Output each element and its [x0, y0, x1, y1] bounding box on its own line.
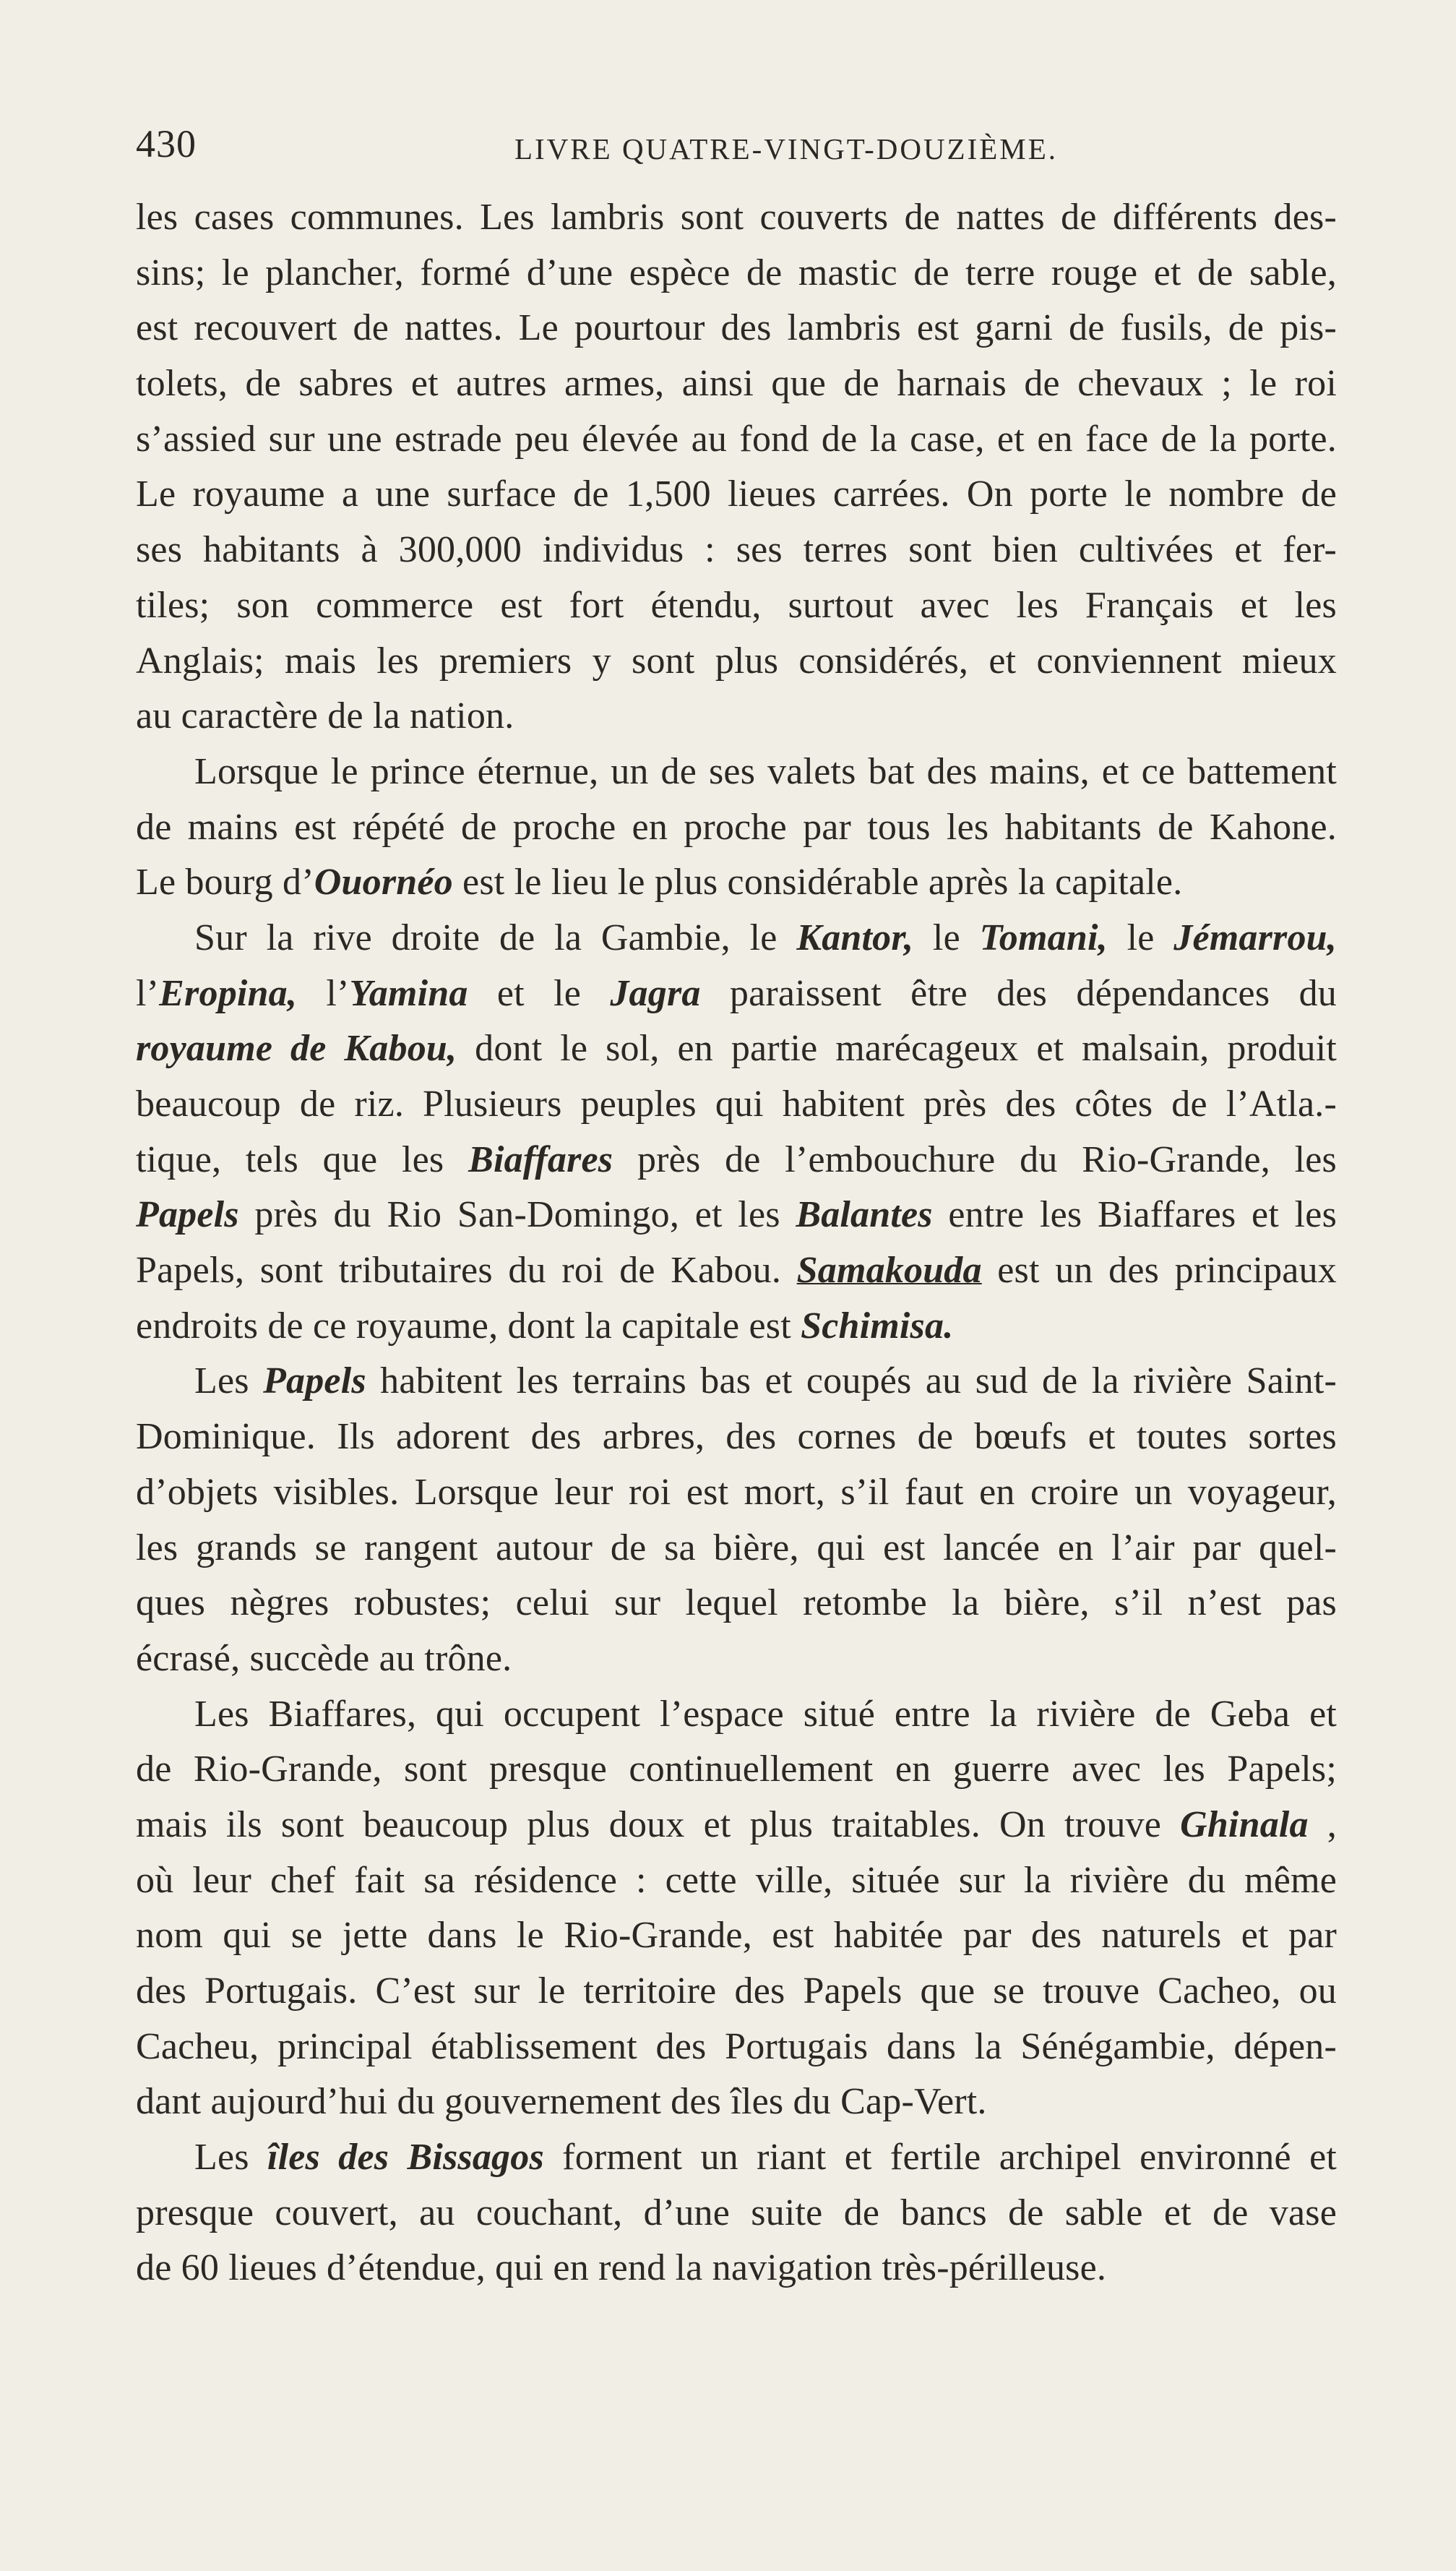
text-line: [136, 1133, 1337, 1188]
text-run: près de l’embouchure du Rio-Grande, les: [613, 1138, 1337, 1180]
text-line: au caractère de la nation.: [136, 695, 514, 737]
text-line: Lorsque le prince éternue, un de ses valets bat des mains, et ce battement: [194, 750, 1337, 792]
text-run: et le: [468, 972, 611, 1014]
body-text: [136, 190, 1337, 2296]
text-run: Sur la rive droite de la Gambie, le: [194, 917, 797, 958]
place-name: Kantor,: [796, 917, 914, 958]
text-line: est recouvert de nattes. Le pourtour des lambris est garni de fusils, de pis-: [136, 307, 1337, 349]
text-line: Anglais; mais les premiers y sont plus considérés, et conviennent mieux: [136, 640, 1337, 682]
text-line: Le royaume a une surface de 1,500 lieues carrées. On porte le nombre de: [136, 473, 1337, 515]
text-line: Les Biaffares, qui occupent l’espace situé entre la rivière de Geba et: [194, 1693, 1337, 1735]
text-line: sins; le plancher, formé d’une espèce de mastic de terre rouge et de sable,: [136, 252, 1337, 293]
text-line: [136, 966, 1337, 1022]
text-run: Papels, sont tributaires du roi de Kabou.: [136, 1250, 797, 1292]
text-line: [136, 911, 1337, 966]
text-run: paraissent être des dépendances du: [700, 972, 1337, 1014]
text-line: des Portugais. C’est sur le territoire des Papels que se trouve Cacheo, ou: [136, 1970, 1337, 2012]
place-name: îles des Bissagos: [267, 2137, 544, 2179]
page-header: [136, 121, 1335, 172]
text-line: Cacheu, principal établissement des Portugais dans la Sénégambie, dépen-: [136, 2025, 1337, 2067]
place-name: Yamina: [349, 972, 468, 1014]
page-number: 430: [136, 122, 197, 166]
text-run: habitent les terrains bas et coupés au sud de la rivière Saint-: [366, 1360, 1337, 1402]
people-name: Papels: [263, 1360, 366, 1402]
place-name: Ghinala: [1180, 1803, 1309, 1845]
text-run: Les: [194, 1360, 264, 1402]
text-line: où leur chef fait sa résidence : cette ville, située sur la rivière du même: [136, 1859, 1337, 1901]
text-run: le: [913, 917, 980, 958]
people-name: Biaffares: [468, 1138, 613, 1180]
running-title: LIVRE QUATRE-VINGT-DOUZIÈME.: [514, 132, 1059, 166]
text-line: [136, 1243, 1337, 1299]
text-run: endroits de ce royaume, dont la capitale est: [136, 1305, 801, 1347]
place-name: Jagra: [610, 972, 701, 1014]
place-name: Eropina,: [159, 972, 298, 1014]
place-name: Samakouda: [796, 1250, 982, 1292]
text-line: de mains est répété de proche en proche par tous les habitants de Kahone.: [136, 806, 1337, 848]
text-run: l’: [136, 972, 160, 1014]
text-line: [136, 1798, 1337, 1853]
text-line: d’objets visibles. Lorsque leur roi est mort, s’il faut en croire un voyageur,: [136, 1471, 1337, 1513]
text-line: tiles; son commerce est fort étendu, surtout avec les Français et les: [136, 584, 1337, 626]
text-run: ,: [1308, 1803, 1337, 1845]
text-run: Le bourg d’: [136, 862, 314, 904]
text-run: forment un riant et fertile archipel environné et: [543, 2137, 1337, 2179]
text-line: ques nègres robustes; celui sur lequel retombe la bière, s’il n’est pas: [136, 1582, 1337, 1624]
place-name: Schimisa.: [801, 1305, 954, 1347]
text-run: près du Rio San-Domingo, et les: [238, 1194, 796, 1236]
text-run: le: [1107, 917, 1174, 958]
place-name: Ouornéo: [314, 862, 453, 904]
place-name: Jémarrou,: [1173, 917, 1337, 958]
text-line: [136, 1354, 1337, 1409]
text-run: mais ils sont beaucoup plus doux et plus traitables. On trouve: [136, 1803, 1181, 1845]
text-line: [136, 855, 1337, 911]
text-run: tique, tels que les: [136, 1138, 469, 1180]
text-line: s’assied sur une estrade peu élevée au fond de la case, et en face de la porte.: [136, 418, 1337, 460]
text-line: ses habitants à 300,000 individus : ses terres sont bien cultivées et fer-: [136, 529, 1337, 571]
text-line: [136, 2130, 1337, 2186]
people-name: Balantes: [796, 1194, 933, 1236]
place-name: Tomani,: [979, 917, 1108, 958]
text-line: [136, 1299, 1337, 1355]
text-line: [136, 1021, 1337, 1077]
text-line: Dominique. Ils adorent des arbres, des cornes de bœufs et toutes sortes: [136, 1416, 1337, 1458]
text-line: écrasé, succède au trône.: [136, 1637, 512, 1679]
people-name: Papels: [136, 1194, 239, 1236]
text-line: beaucoup de riz. Plusieurs peuples qui habitent près des côtes de l’Atla.-: [136, 1083, 1337, 1125]
text-run: dont le sol, en partie marécageux et malsain, produit: [457, 1028, 1337, 1070]
text-line: tolets, de sabres et autres armes, ainsi que de harnais de chevaux ; le roi: [136, 363, 1337, 405]
place-name: royaume de Kabou,: [136, 1028, 457, 1070]
text-run: Les: [194, 2137, 267, 2179]
text-run: entre les Biaffares et les: [932, 1194, 1337, 1236]
text-line: de Rio-Grande, sont presque continuellement en guerre avec les Papels;: [136, 1748, 1337, 1790]
text-line: [136, 1188, 1337, 1243]
text-line: de 60 lieues d’étendue, qui en rend la navigation très-périlleuse.: [136, 2247, 1107, 2289]
text-run: l’: [297, 972, 350, 1014]
text-line: les grands se rangent autour de sa bière, qui est lancée en l’air par quel-: [136, 1527, 1337, 1568]
text-line: presque couvert, au couchant, d’une suite de bancs de sable et de vase: [136, 2192, 1337, 2233]
text-line: nom qui se jette dans le Rio-Grande, est habitée par des naturels et par: [136, 1915, 1337, 1957]
text-line: dant aujourd’hui du gouvernement des îles du Cap-Vert.: [136, 2081, 987, 2123]
text-line: les cases communes. Les lambris sont couverts de nattes de différents des-: [136, 197, 1337, 238]
text-run: est un des principaux: [981, 1250, 1337, 1292]
text-run: est le lieu le plus considérable après la capitale.: [452, 862, 1183, 904]
